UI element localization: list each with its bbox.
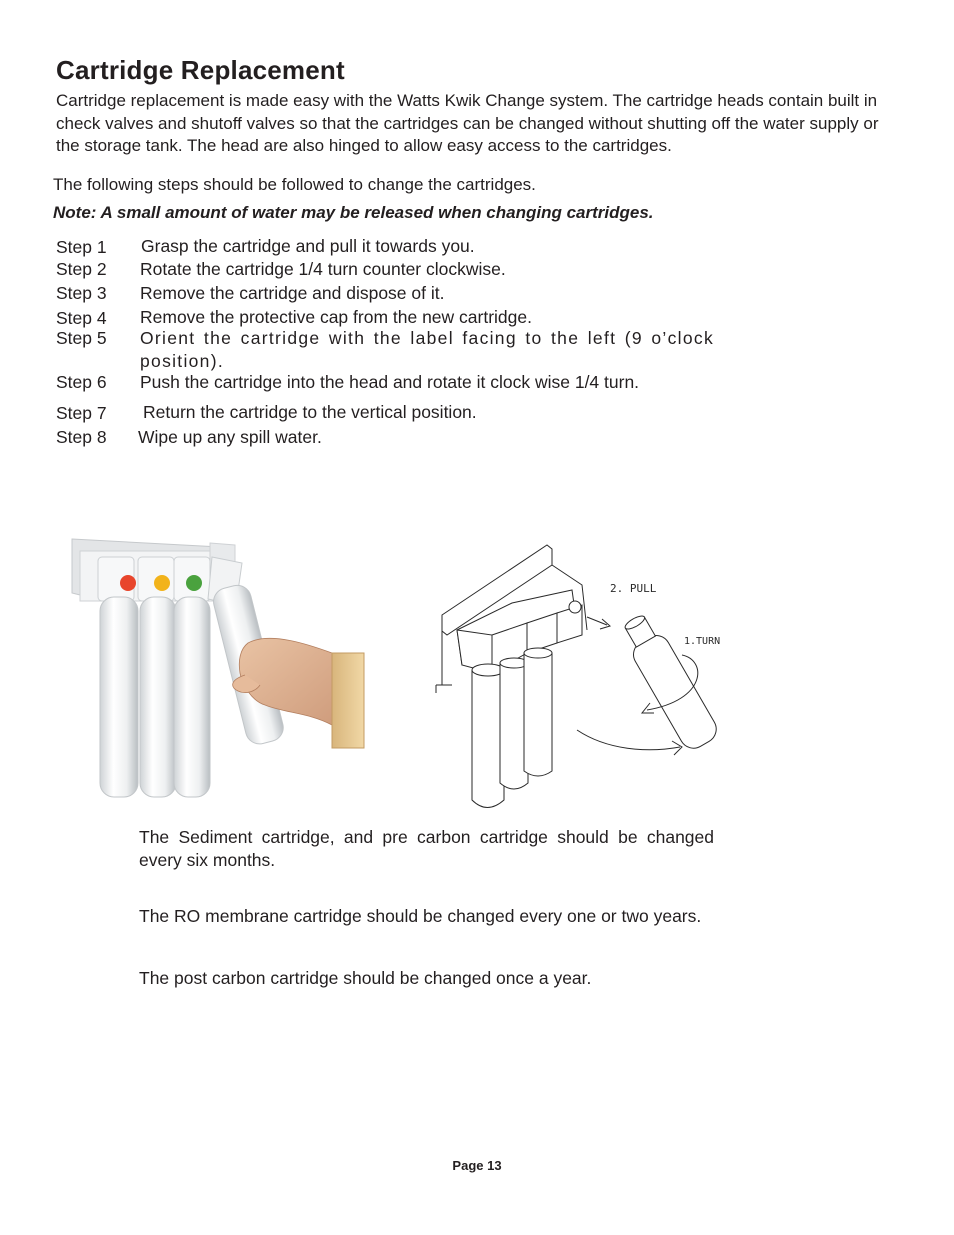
intro-paragraph: Cartridge replacement is made easy with the Watts Kwik Change system. The cartridge heads contain built in check valves and shutoff valves so that the cartridges can be changed without shutting off the water supply or the storage tank. The head are also hinged to allow easy access to the cartridges. xyxy=(56,91,879,156)
sediment-paragraph: The Sediment cartridge, and pre carbon cartridge should be changed every six months. xyxy=(139,827,714,870)
step-text: Rotate the cartridge 1/4 turn counter clockwise. xyxy=(140,259,506,279)
step-text: Remove the cartridge and dispose of it. xyxy=(140,283,445,303)
turn-label: 1.TURN xyxy=(684,636,721,647)
note: Note: A small amount of water may be released when changing cartridges. xyxy=(53,203,654,222)
step-text: Orient the cartridge with the label facing to the left (9 o’clock position). xyxy=(140,328,714,371)
cartridge-diagram xyxy=(432,535,742,815)
step-number: Step 1 xyxy=(56,237,107,257)
steps-intro: The following steps should be followed to change the cartridges. xyxy=(53,175,536,194)
step-number: Step 2 xyxy=(56,259,107,279)
yellow-cap-icon xyxy=(154,575,170,591)
step-number: Step 7 xyxy=(56,403,107,423)
ro-membrane-paragraph: The RO membrane cartridge should be changed every one or two years. xyxy=(139,906,702,926)
filter-photo xyxy=(70,535,370,810)
step-text: Push the cartridge into the head and rotate it clock wise 1/4 turn. xyxy=(140,372,640,392)
step-text: Remove the protective cap from the new cartridge. xyxy=(140,307,532,327)
page-title: Cartridge Replacement xyxy=(56,55,345,85)
step-text: Return the cartridge to the vertical position. xyxy=(143,402,477,422)
step-text: Wipe up any spill water. xyxy=(138,427,322,447)
red-cap-icon xyxy=(120,575,136,591)
step-text: Grasp the cartridge and pull it towards you. xyxy=(141,236,475,256)
step-number: Step 8 xyxy=(56,427,107,447)
green-cap-icon xyxy=(186,575,202,591)
post-carbon-paragraph: The post carbon cartridge should be changed once a year. xyxy=(139,968,592,988)
step-number: Step 5 xyxy=(56,328,107,348)
page-number: Page 13 xyxy=(452,1158,502,1173)
pull-label: 2. PULL xyxy=(610,582,657,595)
step-number: Step 4 xyxy=(56,308,107,328)
step-number: Step 6 xyxy=(56,372,107,392)
step-number: Step 3 xyxy=(56,283,107,303)
